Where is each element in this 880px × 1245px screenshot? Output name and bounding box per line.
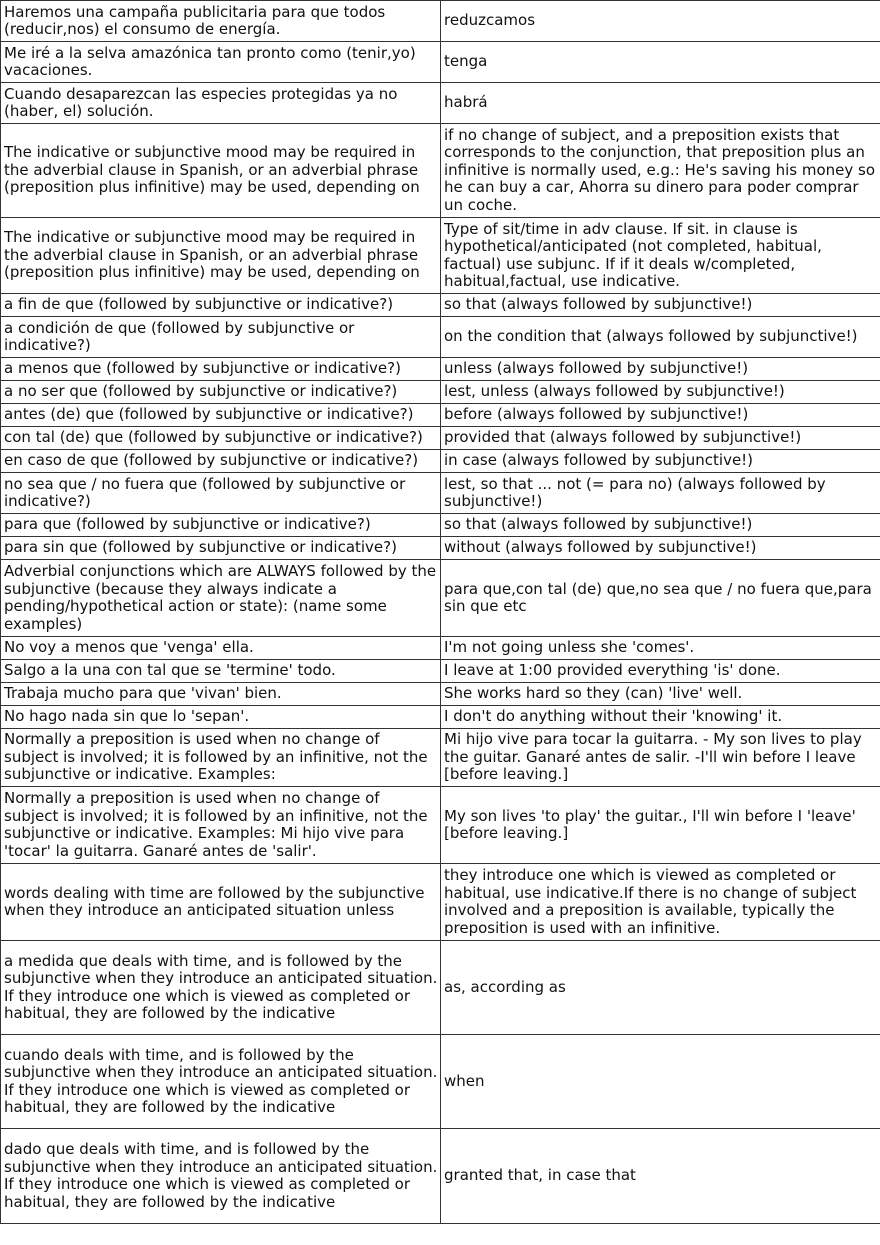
definition-cell: para que,con tal (de) que,no sea que / no fuera que,para sin que etc xyxy=(441,560,880,637)
definition-cell: She works hard so they (can) 'live' well. xyxy=(441,683,880,706)
table-row xyxy=(1,450,880,473)
term-cell: a condición de que (followed by subjunctive or indicative?) xyxy=(1,317,441,358)
table-row xyxy=(1,124,880,218)
table-row xyxy=(1,1129,880,1224)
table-row xyxy=(1,514,880,537)
term-cell: Cuando desaparezcan las especies protegidas ya no (haber, el) solución. xyxy=(1,83,441,124)
table-row xyxy=(1,218,880,294)
term-cell: a medida que deals with time, and is followed by the subjunctive when they introduce an anticipated situation. If they introduce one which is viewed as completed or habitual, they are followed by the indicative xyxy=(1,941,441,1035)
definition-cell: granted that, in case that xyxy=(441,1129,880,1224)
definition-cell: I don't do anything without their 'knowing' it. xyxy=(441,706,880,729)
term-cell: para sin que (followed by subjunctive or indicative?) xyxy=(1,537,441,560)
table-row xyxy=(1,1035,880,1129)
definition-cell: I leave at 1:00 provided everything 'is' done. xyxy=(441,660,880,683)
definition-cell: reduzcamos xyxy=(441,1,880,42)
table-row xyxy=(1,427,880,450)
table-row xyxy=(1,787,880,864)
table-row xyxy=(1,560,880,637)
definition-cell: Type of sit/time in adv clause. If sit. in clause is hypothetical/anticipated (not completed, habitual, factual) use subjunc. If if it deals w/completed, habitual,factual, use indicative. xyxy=(441,218,880,294)
term-cell: para que (followed by subjunctive or indicative?) xyxy=(1,514,441,537)
term-cell: Normally a preposition is used when no change of subject is involved; it is followed by an infinitive, not the subjunctive or indicative. Examples: Mi hijo vive para 'tocar' la guitarra. Ganaré antes de 'salir'. xyxy=(1,787,441,864)
table-row xyxy=(1,864,880,941)
definition-cell: when xyxy=(441,1035,880,1129)
table-row xyxy=(1,473,880,514)
term-cell: The indicative or subjunctive mood may be required in the adverbial clause in Spanish, or an adverbial phrase (preposition plus infinitive) may be used, depending on xyxy=(1,218,441,294)
term-cell: No voy a menos que 'venga' ella. xyxy=(1,637,441,660)
term-cell: Trabaja mucho para que 'vivan' bien. xyxy=(1,683,441,706)
definition-cell: habrá xyxy=(441,83,880,124)
term-cell: en caso de que (followed by subjunctive or indicative?) xyxy=(1,450,441,473)
definition-cell: so that (always followed by subjunctive!) xyxy=(441,294,880,317)
definition-cell: without (always followed by subjunctive!) xyxy=(441,537,880,560)
table-row xyxy=(1,729,880,787)
definition-cell: I'm not going unless she 'comes'. xyxy=(441,637,880,660)
definition-cell: lest, unless (always followed by subjunctive!) xyxy=(441,381,880,404)
definition-cell: unless (always followed by subjunctive!) xyxy=(441,358,880,381)
term-cell: words dealing with time are followed by the subjunctive when they introduce an anticipated situation unless xyxy=(1,864,441,941)
term-cell: Me iré a la selva amazónica tan pronto como (tenir,yo) vacaciones. xyxy=(1,42,441,83)
term-cell: Adverbial conjunctions which are ALWAYS followed by the subjunctive (because they always indicate a pending/hypothetical action or state): (name some examples) xyxy=(1,560,441,637)
definition-cell: on the condition that (always followed by subjunctive!) xyxy=(441,317,880,358)
definition-cell: lest, so that ... not (= para no) (always followed by subjunctive!) xyxy=(441,473,880,514)
table-row xyxy=(1,294,880,317)
table-row xyxy=(1,404,880,427)
definition-cell: tenga xyxy=(441,42,880,83)
definition-cell: so that (always followed by subjunctive!) xyxy=(441,514,880,537)
table-row xyxy=(1,706,880,729)
term-cell: dado que deals with time, and is followed by the subjunctive when they introduce an anticipated situation. If they introduce one which is viewed as completed or habitual, they are followed by the indicative xyxy=(1,1129,441,1224)
term-cell: Haremos una campaña publicitaria para que todos (reducir,nos) el consumo de energía. xyxy=(1,1,441,42)
definition-cell: Mi hijo vive para tocar la guitarra. - My son lives to play the guitar. Ganaré antes de salir. -I'll win before I leave [before leaving.] xyxy=(441,729,880,787)
definition-cell: before (always followed by subjunctive!) xyxy=(441,404,880,427)
table-row xyxy=(1,358,880,381)
term-cell: Salgo a la una con tal que se 'termine' todo. xyxy=(1,660,441,683)
term-cell: a no ser que (followed by subjunctive or indicative?) xyxy=(1,381,441,404)
table-row xyxy=(1,637,880,660)
term-cell: a fin de que (followed by subjunctive or indicative?) xyxy=(1,294,441,317)
table-row xyxy=(1,381,880,404)
definition-cell: in case (always followed by subjunctive!) xyxy=(441,450,880,473)
definition-cell: as, according as xyxy=(441,941,880,1035)
term-cell: a menos que (followed by subjunctive or indicative?) xyxy=(1,358,441,381)
table-row xyxy=(1,83,880,124)
term-cell: No hago nada sin que lo 'sepan'. xyxy=(1,706,441,729)
table-row xyxy=(1,660,880,683)
term-cell: cuando deals with time, and is followed by the subjunctive when they introduce an anticipated situation. If they introduce one which is viewed as completed or habitual, they are followed by the indicative xyxy=(1,1035,441,1129)
table-row xyxy=(1,42,880,83)
term-cell: The indicative or subjunctive mood may be required in the adverbial clause in Spanish, or an adverbial phrase (preposition plus infinitive) may be used, depending on xyxy=(1,124,441,218)
definition-cell: if no change of subject, and a preposition exists that corresponds to the conjunction, that preposition plus an infinitive is normally used, e.g.: He's saving his money so he can buy a car, Ahorra su dinero para poder comprar un coche. xyxy=(441,124,880,218)
definition-cell: they introduce one which is viewed as completed or habitual, use indicative.If there is no change of subject involved and a preposition is available, typically the preposition is used with an infinitive. xyxy=(441,864,880,941)
term-cell: con tal (de) que (followed by subjunctive or indicative?) xyxy=(1,427,441,450)
table-row xyxy=(1,941,880,1035)
definition-cell: provided that (always followed by subjunctive!) xyxy=(441,427,880,450)
table-row xyxy=(1,537,880,560)
table-row xyxy=(1,683,880,706)
table-row xyxy=(1,317,880,358)
term-cell: antes (de) que (followed by subjunctive or indicative?) xyxy=(1,404,441,427)
term-cell: Normally a preposition is used when no change of subject is involved; it is followed by an infinitive, not the subjunctive or indicative. Examples: xyxy=(1,729,441,787)
definition-cell: My son lives 'to play' the guitar., I'll win before I 'leave' [before leaving.] xyxy=(441,787,880,864)
table-row xyxy=(1,1,880,42)
term-cell: no sea que / no fuera que (followed by subjunctive or indicative?) xyxy=(1,473,441,514)
